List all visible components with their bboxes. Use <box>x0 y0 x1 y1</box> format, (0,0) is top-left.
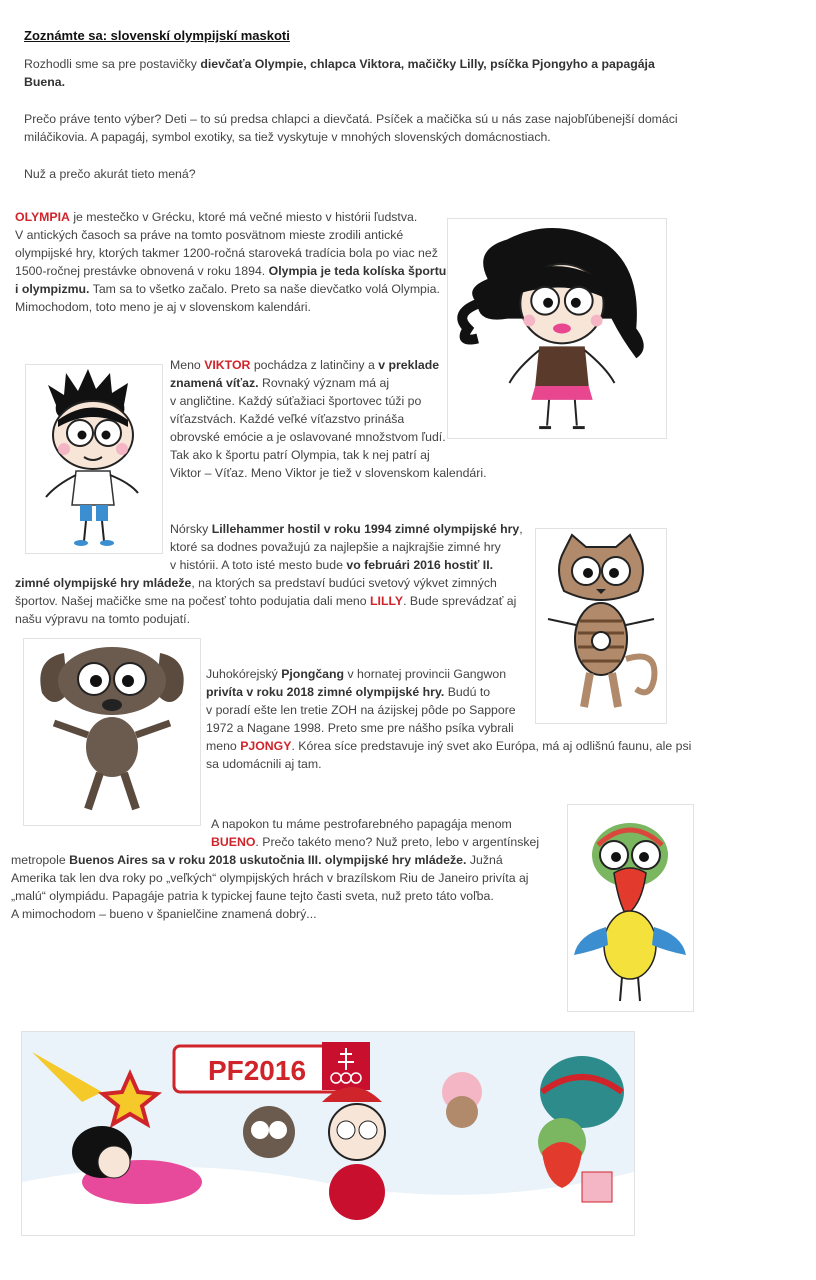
viktor-mascot-illustration <box>26 365 162 553</box>
text-line: . Bude sprevádzať aj <box>403 594 517 608</box>
text-line: olympijské hry, ktorých takmer 1200-ročná staroveká tradícia bola po viac než <box>15 246 438 260</box>
text-line: Budú to <box>444 685 491 699</box>
bold-text: znamená víťaz. <box>170 376 259 390</box>
text-line: , <box>519 522 523 536</box>
banner-title: PF2016 <box>207 1055 307 1086</box>
pjongy-mascot-image <box>23 638 201 826</box>
olympia-paragraph <box>15 208 446 316</box>
bueno-paragraph-bottom <box>11 851 529 923</box>
text-line: sa udomácnili aj tam. <box>206 757 322 771</box>
intro-text: Rozhodli sme sa pre postavičky <box>24 57 201 71</box>
text-line: Tam sa to všetko začalo. Preto sa naše dievčatko volá Olympia. <box>89 282 440 296</box>
bold-text: Buenos Aires sa v roku 2018 uskutočnia III. olympijské hry mládeže. <box>69 853 467 867</box>
text-line: A mimochodom – bueno v španielčine znamená dobrý... <box>11 907 317 921</box>
text-line: Viktor – Víťaz. Meno Viktor je tiež v slovenskom kalendári. <box>170 466 487 480</box>
bold-text: vo februári 2016 hostiť II. <box>346 558 494 572</box>
lilly-paragraph-bottom <box>15 574 516 628</box>
text-line: víťazstvách. Každé veľké víťazstvo prináša <box>170 412 405 426</box>
bold-text: privíta v roku 2018 zimné olympijské hry. <box>206 685 445 699</box>
text-line: . Prečo takéto meno? Nuž preto, lebo v argentínskej <box>255 835 540 849</box>
bold-text: i olympizmu. <box>15 282 90 296</box>
text-line: v hornatej provincii Gangwon <box>344 667 507 681</box>
text-line: metropole <box>11 853 70 867</box>
intro-paragraph-3: Nuž a prečo akurát tieto mená? <box>24 167 196 181</box>
text-line: Tak ako k športu patrí Olympia, tak k nej patrí aj <box>170 448 430 462</box>
pjongy-paragraph <box>206 665 691 773</box>
text-line: meno <box>206 739 241 753</box>
text-line: v histórii. A toto isté mesto bude <box>170 558 347 572</box>
text-line: obrovské emócie a je oslavované množstvom ľudí. <box>170 430 446 444</box>
text-line: Juhokórejský <box>206 667 282 681</box>
bold-text: Olympia je teda kolíska športu <box>268 264 447 278</box>
bold-text: zimné olympijské hry mládeže <box>15 576 192 590</box>
text-line: Amerika tak len dva roky po „veľkých“ olympijských hrách v brazílskom Riu de Janeiro privíta aj <box>11 871 529 885</box>
page-title: Zoznámte sa: slovenskí olympijskí maskoti <box>24 28 290 43</box>
text-line: v angličtine. Každý súťažiaci športovec túži po <box>170 394 422 408</box>
pf2016-banner-illustration <box>22 1032 634 1235</box>
text-line: pochádza z latinčiny a <box>250 358 379 372</box>
text-line: Južná <box>466 853 503 867</box>
intro-bold-text-2: Buena. <box>24 75 65 89</box>
pjongy-mascot-illustration <box>24 639 200 825</box>
text-line: A napokon tu máme pestrofarebného papagája menom <box>211 817 512 831</box>
lilly-paragraph-top <box>170 520 523 574</box>
viktor-name: VIKTOR <box>204 358 251 372</box>
text-line: Mimochodom, toto meno je aj v slovenskom kalendári. <box>15 300 311 314</box>
text-line: je mestečko v Grécku, ktoré má večné miesto v histórii ľudstva. <box>69 210 418 224</box>
bueno-mascot-image <box>567 804 694 1012</box>
text-line: športov. Našej mačičke sme na počesť tohto podujatia dali meno <box>15 594 371 608</box>
text-line: „malú“ olympiádu. Papagáje patria k typickej faune tejto časti sveta, nuž preto táto voľba. <box>11 889 494 903</box>
text-line: Meno <box>170 358 205 372</box>
bold-text: v preklade <box>378 358 440 372</box>
text-line: 1972 a Nagane 1998. Preto sme pre nášho psíka vybrali <box>206 721 514 735</box>
intro-line: miláčikovia. A papagáj, symbol exotiky, sa tiež vyskytuje v mnohých slovenských domácnostiach. <box>24 130 551 144</box>
pf2016-banner-image <box>21 1031 635 1236</box>
bold-text: Lillehammer hostil v roku 1994 zimné olympijské hry <box>211 522 520 536</box>
text-line: ktoré sa dodnes považujú za najlepšie a najkrajšie zimné hry <box>170 540 501 554</box>
text-line: 1500-ročnej prestávke obnovená v roku 1894. <box>15 264 269 278</box>
intro-paragraph-1 <box>24 55 655 91</box>
text-line: . Kórea síce predstavuje iný svet ako Európa, má aj odlišnú faunu, ale psi <box>291 739 692 753</box>
text-line: v poradí ešte len tretie ZOH na ázijskej pôde po Sappore <box>206 703 516 717</box>
lilly-name: LILLY <box>370 594 404 608</box>
bueno-name: BUENO <box>211 835 256 849</box>
bueno-mascot-illustration <box>568 805 693 1011</box>
viktor-mascot-image <box>25 364 163 554</box>
intro-line: Prečo práve tento výber? Deti – to sú predsa chlapci a dievčatá. Psíček a mačička sú u nás zase najobľúbenejší domáci <box>24 112 678 126</box>
olympia-name: OLYMPIA <box>15 210 70 224</box>
text-line: Rovnaký význam má aj <box>258 376 390 390</box>
pjongy-name: PJONGY <box>240 739 292 753</box>
text-line: našu výpravu na tomto podujatí. <box>15 612 190 626</box>
bueno-paragraph-top <box>211 815 539 851</box>
bold-text: Pjongčang <box>281 667 345 681</box>
text-line: , na ktorých sa predstaví budúci svetový výkvet zimných <box>191 576 497 590</box>
intro-bold-text: dievčaťa Olympie, chlapca Viktora, mačičky Lilly, psíčka Pjongyho a papagája <box>200 57 655 71</box>
text-line: Nórsky <box>170 522 212 536</box>
viktor-paragraph <box>170 356 487 482</box>
text-line: V antických časoch sa práve na tomto posvätnom mieste zrodili antické <box>15 228 404 242</box>
intro-paragraph-2 <box>24 110 678 146</box>
